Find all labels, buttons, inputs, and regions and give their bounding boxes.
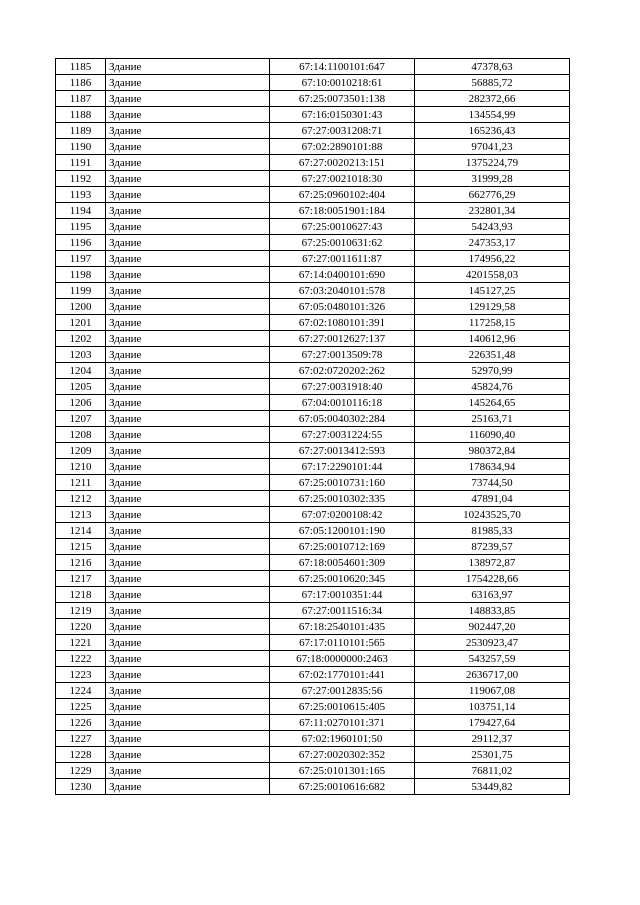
cadastral-number-cell: 67:18:0051901:184: [270, 203, 415, 219]
row-number-cell: 1216: [56, 555, 106, 571]
cadastral-value-cell: 119067,08: [415, 683, 570, 699]
cadastral-number-cell: 67:14:1100101:647: [270, 59, 415, 75]
row-number-cell: 1200: [56, 299, 106, 315]
table-row: [56, 235, 570, 251]
object-type-cell: Здание: [106, 763, 270, 779]
row-number-cell: 1214: [56, 523, 106, 539]
table-row: [56, 203, 570, 219]
cadastral-value-cell: 25301,75: [415, 747, 570, 763]
cadastral-number-cell: 67:27:0031918:40: [270, 379, 415, 395]
cadastral-value-cell: 116090,40: [415, 427, 570, 443]
object-type-cell: Здание: [106, 651, 270, 667]
object-type-cell: Здание: [106, 107, 270, 123]
table-row: [56, 523, 570, 539]
cadastral-value-cell: 148833,85: [415, 603, 570, 619]
cadastral-value-cell: 31999,28: [415, 171, 570, 187]
object-type-cell: Здание: [106, 91, 270, 107]
table-row: [56, 475, 570, 491]
row-number-cell: 1227: [56, 731, 106, 747]
cadastral-value-cell: 87239,57: [415, 539, 570, 555]
object-type-cell: Здание: [106, 187, 270, 203]
cadastral-number-cell: 67:25:0073501:138: [270, 91, 415, 107]
row-number-cell: 1223: [56, 667, 106, 683]
cadastral-value-cell: 97041,23: [415, 139, 570, 155]
object-type-cell: Здание: [106, 283, 270, 299]
cadastral-number-cell: 67:27:0012835:56: [270, 683, 415, 699]
cadastral-value-cell: 4201558,03: [415, 267, 570, 283]
row-number-cell: 1218: [56, 587, 106, 603]
cadastral-number-cell: 67:05:0040302:284: [270, 411, 415, 427]
cadastral-value-cell: 1375224,79: [415, 155, 570, 171]
property-registry-table: [55, 58, 570, 795]
row-number-cell: 1191: [56, 155, 106, 171]
row-number-cell: 1217: [56, 571, 106, 587]
cadastral-value-cell: 247353,17: [415, 235, 570, 251]
row-number-cell: 1213: [56, 507, 106, 523]
cadastral-value-cell: 73744,50: [415, 475, 570, 491]
object-type-cell: Здание: [106, 139, 270, 155]
row-number-cell: 1187: [56, 91, 106, 107]
cadastral-number-cell: 67:27:0013509:78: [270, 347, 415, 363]
object-type-cell: Здание: [106, 347, 270, 363]
cadastral-number-cell: 67:17:0110101:565: [270, 635, 415, 651]
row-number-cell: 1186: [56, 75, 106, 91]
cadastral-value-cell: 179427,64: [415, 715, 570, 731]
cadastral-value-cell: 47378,63: [415, 59, 570, 75]
row-number-cell: 1219: [56, 603, 106, 619]
cadastral-value-cell: 145127,25: [415, 283, 570, 299]
cadastral-number-cell: 67:03:2040101:578: [270, 283, 415, 299]
row-number-cell: 1226: [56, 715, 106, 731]
cadastral-value-cell: 29112,37: [415, 731, 570, 747]
cadastral-number-cell: 67:18:0054601:309: [270, 555, 415, 571]
table-row: [56, 747, 570, 763]
object-type-cell: Здание: [106, 491, 270, 507]
table-row: [56, 779, 570, 795]
object-type-cell: Здание: [106, 779, 270, 795]
cadastral-number-cell: 67:05:0480101:326: [270, 299, 415, 315]
object-type-cell: Здание: [106, 299, 270, 315]
cadastral-number-cell: 67:25:0010631:62: [270, 235, 415, 251]
object-type-cell: Здание: [106, 331, 270, 347]
cadastral-number-cell: 67:25:0960102:404: [270, 187, 415, 203]
table-row: [56, 347, 570, 363]
row-number-cell: 1215: [56, 539, 106, 555]
cadastral-number-cell: 67:25:0010615:405: [270, 699, 415, 715]
object-type-cell: Здание: [106, 587, 270, 603]
object-type-cell: Здание: [106, 75, 270, 91]
row-number-cell: 1196: [56, 235, 106, 251]
cadastral-value-cell: 232801,34: [415, 203, 570, 219]
cadastral-number-cell: 67:27:0013412:593: [270, 443, 415, 459]
row-number-cell: 1208: [56, 427, 106, 443]
row-number-cell: 1204: [56, 363, 106, 379]
cadastral-value-cell: 134554,99: [415, 107, 570, 123]
cadastral-number-cell: 67:27:0021018:30: [270, 171, 415, 187]
table-row: [56, 379, 570, 395]
row-number-cell: 1201: [56, 315, 106, 331]
object-type-cell: Здание: [106, 683, 270, 699]
object-type-cell: Здание: [106, 379, 270, 395]
object-type-cell: Здание: [106, 459, 270, 475]
cadastral-value-cell: 165236,43: [415, 123, 570, 139]
object-type-cell: Здание: [106, 235, 270, 251]
object-type-cell: Здание: [106, 203, 270, 219]
table-row: [56, 571, 570, 587]
object-type-cell: Здание: [106, 555, 270, 571]
row-number-cell: 1230: [56, 779, 106, 795]
table-row: [56, 75, 570, 91]
table-row: [56, 267, 570, 283]
cadastral-number-cell: 67:14:0400101:690: [270, 267, 415, 283]
row-number-cell: 1207: [56, 411, 106, 427]
table-row: [56, 651, 570, 667]
cadastral-number-cell: 67:27:0011516:34: [270, 603, 415, 619]
cadastral-value-cell: 145264,65: [415, 395, 570, 411]
cadastral-value-cell: 54243,93: [415, 219, 570, 235]
cadastral-value-cell: 140612,96: [415, 331, 570, 347]
table-row: [56, 251, 570, 267]
cadastral-value-cell: 76811,02: [415, 763, 570, 779]
object-type-cell: Здание: [106, 315, 270, 331]
cadastral-number-cell: 67:25:0010712:169: [270, 539, 415, 555]
cadastral-number-cell: 67:16:0150301:43: [270, 107, 415, 123]
cadastral-value-cell: 56885,72: [415, 75, 570, 91]
cadastral-number-cell: 67:25:0010302:335: [270, 491, 415, 507]
cadastral-number-cell: 67:27:0020302:352: [270, 747, 415, 763]
row-number-cell: 1228: [56, 747, 106, 763]
table-row: [56, 411, 570, 427]
object-type-cell: Здание: [106, 427, 270, 443]
object-type-cell: Здание: [106, 571, 270, 587]
object-type-cell: Здание: [106, 619, 270, 635]
row-number-cell: 1225: [56, 699, 106, 715]
cadastral-value-cell: 2530923,47: [415, 635, 570, 651]
table-row: [56, 587, 570, 603]
cadastral-value-cell: 63163,97: [415, 587, 570, 603]
table-row: [56, 731, 570, 747]
row-number-cell: 1222: [56, 651, 106, 667]
cadastral-number-cell: 67:02:1960101:50: [270, 731, 415, 747]
cadastral-value-cell: 45824,76: [415, 379, 570, 395]
table-row: [56, 283, 570, 299]
object-type-cell: Здание: [106, 363, 270, 379]
table-row: [56, 363, 570, 379]
cadastral-number-cell: 67:05:1200101:190: [270, 523, 415, 539]
row-number-cell: 1224: [56, 683, 106, 699]
table-row: [56, 315, 570, 331]
cadastral-number-cell: 67:25:0010627:43: [270, 219, 415, 235]
cadastral-number-cell: 67:17:2290101:44: [270, 459, 415, 475]
table-row: [56, 427, 570, 443]
cadastral-value-cell: 543257,59: [415, 651, 570, 667]
cadastral-number-cell: 67:18:2540101:435: [270, 619, 415, 635]
table-row: [56, 219, 570, 235]
table-body: [56, 59, 570, 795]
cadastral-value-cell: 138972,87: [415, 555, 570, 571]
table-row: [56, 635, 570, 651]
object-type-cell: Здание: [106, 635, 270, 651]
table-row: [56, 299, 570, 315]
row-number-cell: 1193: [56, 187, 106, 203]
table-row: [56, 715, 570, 731]
table-row: [56, 91, 570, 107]
row-number-cell: 1229: [56, 763, 106, 779]
cadastral-value-cell: 52970,99: [415, 363, 570, 379]
cadastral-number-cell: 67:02:1770101:441: [270, 667, 415, 683]
cadastral-number-cell: 67:02:2890101:88: [270, 139, 415, 155]
object-type-cell: Здание: [106, 443, 270, 459]
cadastral-number-cell: 67:02:0720202:262: [270, 363, 415, 379]
cadastral-number-cell: 67:11:0270101:371: [270, 715, 415, 731]
table-row: [56, 171, 570, 187]
cadastral-value-cell: 117258,15: [415, 315, 570, 331]
row-number-cell: 1206: [56, 395, 106, 411]
object-type-cell: Здание: [106, 123, 270, 139]
cadastral-number-cell: 67:07:0200108:42: [270, 507, 415, 523]
cadastral-value-cell: 2636717,00: [415, 667, 570, 683]
table-row: [56, 107, 570, 123]
table-row: [56, 619, 570, 635]
table-row: [56, 699, 570, 715]
table-row: [56, 59, 570, 75]
table-row: [56, 555, 570, 571]
cadastral-number-cell: 67:27:0012627:137: [270, 331, 415, 347]
cadastral-number-cell: 67:02:1080101:391: [270, 315, 415, 331]
table-row: [56, 331, 570, 347]
cadastral-value-cell: 226351,48: [415, 347, 570, 363]
object-type-cell: Здание: [106, 155, 270, 171]
table-row: [56, 507, 570, 523]
row-number-cell: 1211: [56, 475, 106, 491]
object-type-cell: Здание: [106, 507, 270, 523]
table-row: [56, 123, 570, 139]
cadastral-value-cell: 10243525,70: [415, 507, 570, 523]
table-row: [56, 443, 570, 459]
table-row: [56, 139, 570, 155]
object-type-cell: Здание: [106, 747, 270, 763]
row-number-cell: 1190: [56, 139, 106, 155]
object-type-cell: Здание: [106, 523, 270, 539]
cadastral-value-cell: 178634,94: [415, 459, 570, 475]
cadastral-number-cell: 67:27:0020213:151: [270, 155, 415, 171]
row-number-cell: 1205: [56, 379, 106, 395]
object-type-cell: Здание: [106, 219, 270, 235]
object-type-cell: Здание: [106, 539, 270, 555]
object-type-cell: Здание: [106, 171, 270, 187]
row-number-cell: 1195: [56, 219, 106, 235]
object-type-cell: Здание: [106, 267, 270, 283]
table-row: [56, 667, 570, 683]
cadastral-value-cell: 25163,71: [415, 411, 570, 427]
row-number-cell: 1189: [56, 123, 106, 139]
row-number-cell: 1198: [56, 267, 106, 283]
cadastral-value-cell: 129129,58: [415, 299, 570, 315]
cadastral-number-cell: 67:25:0101301:165: [270, 763, 415, 779]
row-number-cell: 1209: [56, 443, 106, 459]
row-number-cell: 1212: [56, 491, 106, 507]
row-number-cell: 1188: [56, 107, 106, 123]
table-row: [56, 539, 570, 555]
cadastral-value-cell: 662776,29: [415, 187, 570, 203]
cadastral-number-cell: 67:27:0031224:55: [270, 427, 415, 443]
object-type-cell: Здание: [106, 59, 270, 75]
row-number-cell: 1202: [56, 331, 106, 347]
table-row: [56, 491, 570, 507]
cadastral-value-cell: 103751,14: [415, 699, 570, 715]
cadastral-number-cell: 67:27:0031208:71: [270, 123, 415, 139]
cadastral-number-cell: 67:25:0010620:345: [270, 571, 415, 587]
row-number-cell: 1192: [56, 171, 106, 187]
row-number-cell: 1197: [56, 251, 106, 267]
object-type-cell: Здание: [106, 699, 270, 715]
row-number-cell: 1203: [56, 347, 106, 363]
cadastral-number-cell: 67:27:0011611:87: [270, 251, 415, 267]
row-number-cell: 1210: [56, 459, 106, 475]
table-row: [56, 459, 570, 475]
cadastral-number-cell: 67:25:0010616:682: [270, 779, 415, 795]
cadastral-number-cell: 67:17:0010351:44: [270, 587, 415, 603]
cadastral-number-cell: 67:04:0010116:18: [270, 395, 415, 411]
table-row: [56, 395, 570, 411]
object-type-cell: Здание: [106, 667, 270, 683]
cadastral-value-cell: 902447,20: [415, 619, 570, 635]
row-number-cell: 1185: [56, 59, 106, 75]
table-row: [56, 187, 570, 203]
table-row: [56, 763, 570, 779]
object-type-cell: Здание: [106, 731, 270, 747]
object-type-cell: Здание: [106, 411, 270, 427]
cadastral-value-cell: 174956,22: [415, 251, 570, 267]
table-row: [56, 683, 570, 699]
cadastral-number-cell: 67:10:0010218:61: [270, 75, 415, 91]
object-type-cell: Здание: [106, 251, 270, 267]
row-number-cell: 1221: [56, 635, 106, 651]
object-type-cell: Здание: [106, 715, 270, 731]
cadastral-value-cell: 47891,04: [415, 491, 570, 507]
cadastral-value-cell: 53449,82: [415, 779, 570, 795]
table-row: [56, 603, 570, 619]
cadastral-number-cell: 67:25:0010731:160: [270, 475, 415, 491]
row-number-cell: 1194: [56, 203, 106, 219]
cadastral-value-cell: 282372,66: [415, 91, 570, 107]
object-type-cell: Здание: [106, 395, 270, 411]
cadastral-value-cell: 980372,84: [415, 443, 570, 459]
cadastral-number-cell: 67:18:0000000:2463: [270, 651, 415, 667]
object-type-cell: Здание: [106, 475, 270, 491]
cadastral-value-cell: 1754228,66: [415, 571, 570, 587]
object-type-cell: Здание: [106, 603, 270, 619]
cadastral-value-cell: 81985,33: [415, 523, 570, 539]
row-number-cell: 1199: [56, 283, 106, 299]
row-number-cell: 1220: [56, 619, 106, 635]
table-row: [56, 155, 570, 171]
